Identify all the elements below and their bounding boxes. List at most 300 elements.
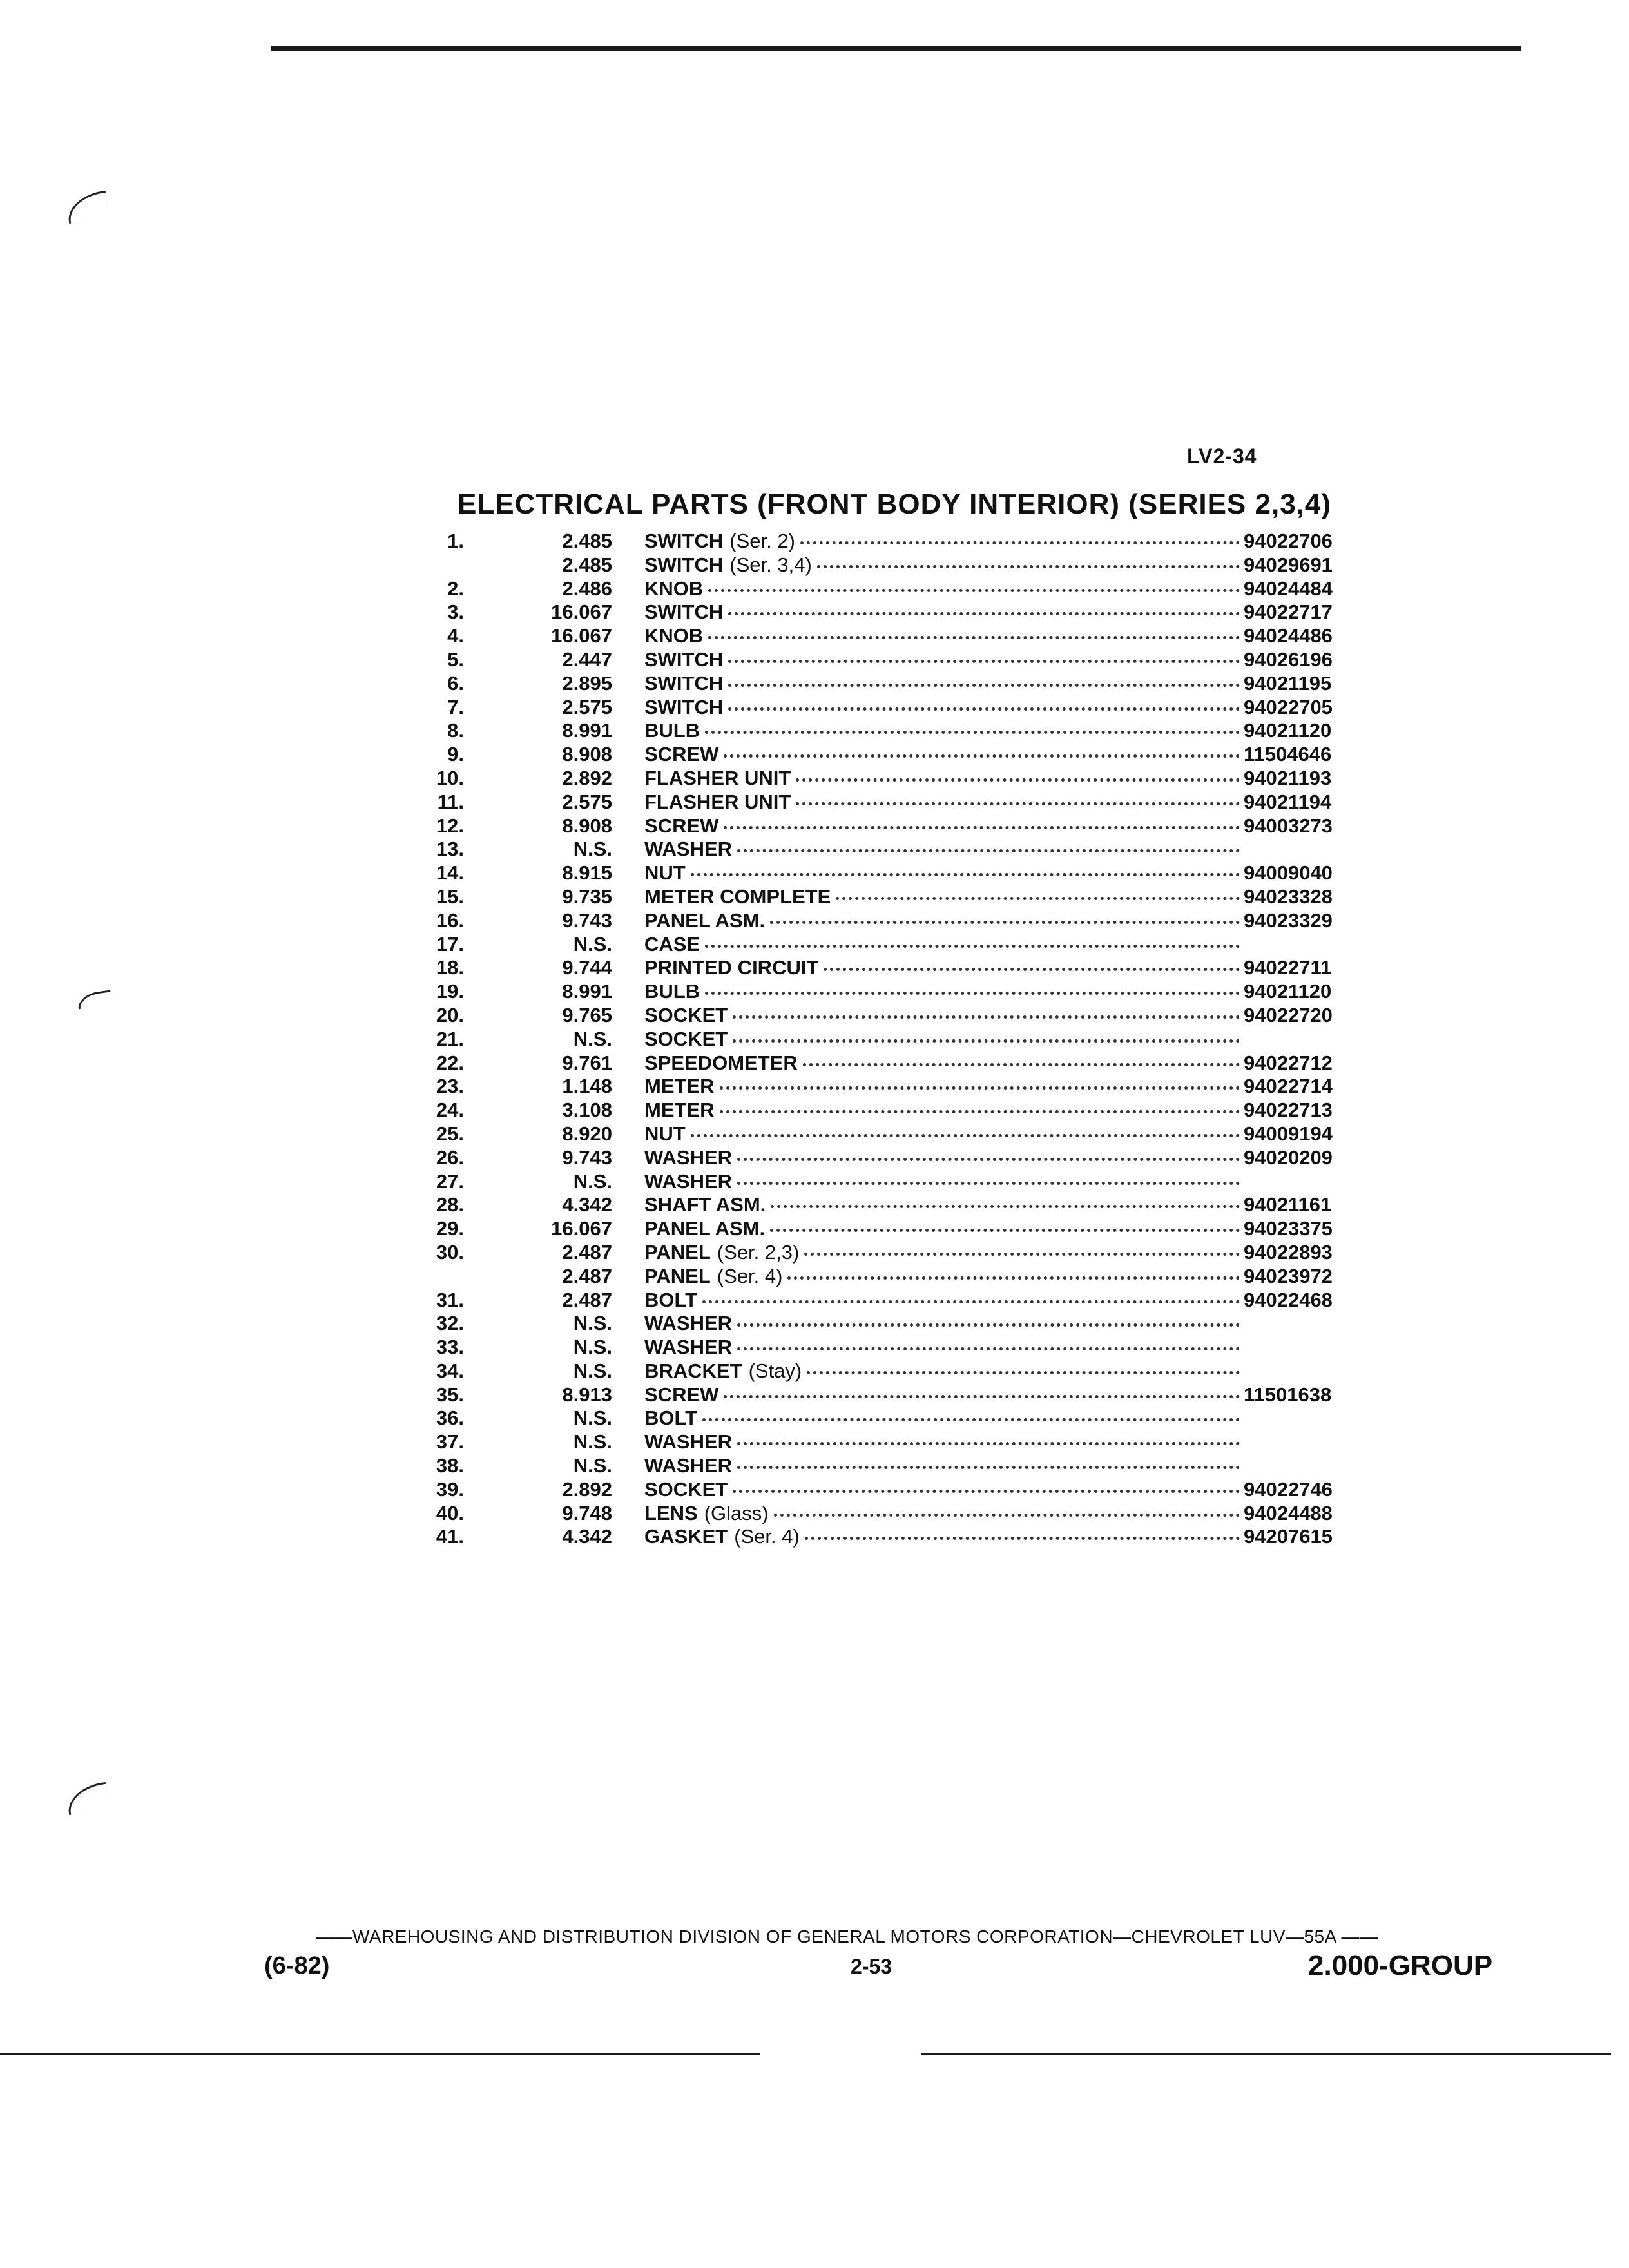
page-title: ELECTRICAL PARTS (FRONT BODY INTERIOR) (SERIES 2,3,4) <box>458 488 1332 520</box>
parts-row <box>412 743 1379 767</box>
group-number: 2.892 <box>562 766 612 789</box>
group-number: N.S. <box>573 838 612 861</box>
part-name: SOCKET <box>644 1027 728 1050</box>
description-cell <box>644 814 1244 838</box>
item-number: 3. <box>447 601 464 624</box>
item-number: 4. <box>447 624 464 648</box>
dot-leader <box>733 1015 1240 1019</box>
parts-row <box>412 1407 1379 1430</box>
description-cell <box>644 1383 1244 1407</box>
dot-leader <box>702 1418 1240 1421</box>
dot-leader <box>774 1514 1240 1517</box>
parts-row <box>412 767 1379 791</box>
description-cell <box>644 719 1244 742</box>
item-number: 24. <box>436 1099 464 1122</box>
parts-row <box>412 791 1379 814</box>
group-number: 2.487 <box>562 1264 612 1287</box>
item-number: 30. <box>436 1240 464 1264</box>
part-number: 94024484 <box>1244 577 1333 600</box>
dot-leader <box>733 1039 1240 1043</box>
parts-row <box>412 696 1379 720</box>
group-number: N.S. <box>573 1454 612 1477</box>
description-cell <box>644 980 1244 1003</box>
dot-leader <box>724 1395 1240 1398</box>
dot-leader <box>803 1063 1240 1066</box>
dot-leader <box>737 1466 1240 1469</box>
part-name: SPEEDOMETER <box>644 1051 798 1074</box>
part-name: WASHER <box>644 1336 733 1359</box>
description-cell <box>644 909 1244 932</box>
dot-leader <box>728 707 1240 711</box>
margin-mark <box>65 191 109 224</box>
description-cell <box>644 956 1244 979</box>
part-name: WASHER <box>644 1430 733 1454</box>
description-cell <box>644 1122 1244 1146</box>
part-name: SOCKET <box>644 1003 728 1026</box>
item-number: 1. <box>447 530 464 552</box>
item-number: 29. <box>436 1217 464 1240</box>
item-number: 5. <box>447 648 464 671</box>
part-number: 94022720 <box>1244 1003 1333 1026</box>
part-number: 94021120 <box>1244 719 1332 742</box>
item-number: 13. <box>436 838 464 861</box>
description-cell <box>644 1289 1244 1312</box>
parts-row <box>412 719 1379 743</box>
description-cell <box>644 885 1244 908</box>
part-number: 94022706 <box>1244 530 1333 552</box>
parts-row <box>412 1146 1379 1170</box>
part-name: SCREW <box>644 814 719 837</box>
item-number: 35. <box>436 1383 464 1406</box>
item-number: 9. <box>447 743 464 766</box>
item-number: 11. <box>437 790 464 813</box>
parts-row <box>412 1122 1379 1146</box>
description-cell <box>644 1478 1244 1501</box>
description-cell <box>644 1454 1244 1477</box>
description-cell <box>644 672 1244 695</box>
part-name: SWITCH <box>644 648 724 671</box>
part-number: 94022468 <box>1244 1288 1333 1311</box>
description-cell <box>644 577 1244 601</box>
part-name: KNOB <box>644 577 704 600</box>
part-name: NUT <box>644 1122 686 1145</box>
parts-row <box>412 980 1379 1004</box>
item-number: 37. <box>436 1430 464 1454</box>
dot-leader <box>724 754 1240 758</box>
description-cell <box>644 1241 1244 1264</box>
description-cell <box>644 1004 1244 1027</box>
dot-leader <box>705 992 1240 995</box>
item-number: 10. <box>436 766 464 789</box>
group-number: 9.761 <box>562 1051 612 1074</box>
group-number: 1.148 <box>562 1075 612 1098</box>
parts-row <box>412 861 1379 885</box>
part-qualifier: (Ser. 2) <box>729 530 795 552</box>
parts-list <box>412 530 1379 1549</box>
parts-row <box>412 577 1379 601</box>
item-number: 23. <box>436 1075 464 1098</box>
part-name: WASHER <box>644 1312 733 1335</box>
dot-leader <box>708 636 1240 639</box>
part-number: 94003273 <box>1244 814 1333 837</box>
group-number: 2.575 <box>562 790 612 813</box>
description-cell <box>644 696 1244 719</box>
description-cell <box>644 1407 1244 1430</box>
parts-row <box>412 1028 1379 1052</box>
dot-leader <box>737 1182 1240 1185</box>
part-name: SHAFT ASM. <box>644 1193 766 1216</box>
group-number: N.S. <box>573 1027 612 1050</box>
group-number: 2.447 <box>562 648 612 671</box>
parts-row <box>412 1336 1379 1360</box>
description-cell <box>644 1170 1244 1193</box>
part-name: FLASHER UNIT <box>644 790 791 813</box>
group-number: N.S. <box>573 1336 612 1359</box>
item-number: 18. <box>436 956 464 979</box>
dot-leader <box>728 612 1240 615</box>
part-name: SWITCH <box>644 553 724 576</box>
part-name: METER <box>644 1075 715 1098</box>
group-number: 16.067 <box>551 1217 612 1240</box>
parts-row <box>412 648 1379 672</box>
parts-row <box>412 1217 1379 1241</box>
group-number: 9.743 <box>562 1146 612 1169</box>
part-name: BOLT <box>644 1407 698 1430</box>
dot-leader <box>737 1158 1240 1161</box>
part-name: WASHER <box>644 838 733 861</box>
part-name: NUT <box>644 861 686 885</box>
dot-leader <box>824 968 1240 971</box>
dot-leader <box>720 1086 1240 1090</box>
footer-date: (6-82) <box>264 1952 330 1979</box>
group-number: 9.748 <box>562 1501 612 1524</box>
item-number: 14. <box>436 861 464 885</box>
part-number: 94023328 <box>1244 885 1333 908</box>
part-number: 94207615 <box>1244 1525 1333 1548</box>
part-number: 94022746 <box>1244 1477 1333 1501</box>
part-number: 94026196 <box>1244 648 1333 671</box>
item-number: 26. <box>436 1146 464 1169</box>
group-number: 8.908 <box>562 743 612 766</box>
part-name: WASHER <box>644 1169 733 1193</box>
part-name: SOCKET <box>644 1477 728 1501</box>
part-number: 94021195 <box>1244 671 1332 695</box>
part-qualifier: (Ser. 4) <box>734 1525 800 1548</box>
item-number: 6. <box>447 671 464 695</box>
description-cell <box>644 1146 1244 1169</box>
parts-row <box>412 530 1379 553</box>
parts-row <box>412 1170 1379 1194</box>
part-number: 94022717 <box>1244 601 1333 624</box>
dot-leader <box>691 1134 1240 1137</box>
description-cell <box>644 1430 1244 1454</box>
dot-leader <box>720 1110 1240 1113</box>
description-cell <box>644 1075 1244 1098</box>
footer-group: 2.000-GROUP <box>1308 1950 1493 1981</box>
part-name: PANEL ASM. <box>644 908 766 932</box>
dot-leader <box>807 1371 1240 1374</box>
dot-leader <box>771 1205 1240 1208</box>
part-number: 94022705 <box>1244 695 1333 718</box>
part-qualifier: (Ser. 3,4) <box>729 553 812 576</box>
description-cell <box>644 1099 1244 1122</box>
item-number: 33. <box>436 1336 464 1359</box>
item-number: 32. <box>436 1312 464 1335</box>
part-number: 94020209 <box>1244 1146 1333 1169</box>
part-name: SWITCH <box>644 695 724 718</box>
group-number: 8.991 <box>562 980 612 1003</box>
part-number: 94021194 <box>1244 790 1332 813</box>
part-qualifier: (Stay) <box>748 1359 802 1382</box>
part-name: CASE <box>644 932 700 956</box>
parts-row <box>412 1454 1379 1478</box>
part-name: LENS <box>644 1501 698 1524</box>
item-number: 34. <box>436 1359 464 1382</box>
part-name: PANEL ASM. <box>644 1217 766 1240</box>
part-number: 94023329 <box>1244 908 1333 932</box>
description-cell <box>644 624 1244 648</box>
dot-leader <box>737 1442 1240 1445</box>
parts-row <box>412 1193 1379 1217</box>
item-number: 27. <box>436 1169 464 1193</box>
part-name: KNOB <box>644 624 704 648</box>
dot-leader <box>708 589 1240 592</box>
part-name: SWITCH <box>644 601 724 624</box>
dot-leader <box>796 802 1240 805</box>
description-cell <box>644 1525 1244 1548</box>
part-number: 94009194 <box>1244 1122 1333 1145</box>
part-name: BULB <box>644 980 700 1003</box>
parts-row <box>412 553 1379 577</box>
description-cell <box>644 648 1244 671</box>
group-number: 2.485 <box>562 530 612 552</box>
group-number: N.S. <box>573 1312 612 1335</box>
margin-mark <box>65 1782 109 1815</box>
group-number: 8.991 <box>562 719 612 742</box>
parts-row <box>412 1383 1379 1407</box>
part-number: 94023972 <box>1244 1264 1333 1287</box>
parts-row <box>412 672 1379 696</box>
top-rule <box>271 46 1521 51</box>
group-number: 9.743 <box>562 908 612 932</box>
description-cell <box>644 601 1244 624</box>
part-name: PRINTED CIRCUIT <box>644 956 819 979</box>
part-number: 94021193 <box>1244 766 1332 789</box>
description-cell <box>644 791 1244 814</box>
description-cell <box>644 861 1244 885</box>
dot-leader <box>705 731 1240 734</box>
parts-row <box>412 601 1379 624</box>
part-qualifier: (Ser. 2,3) <box>717 1240 800 1264</box>
bottom-rule-gap <box>760 2052 921 2057</box>
dot-leader <box>796 778 1240 782</box>
parts-row <box>412 1312 1379 1336</box>
group-number: 8.913 <box>562 1383 612 1406</box>
margin-mark <box>77 990 113 1009</box>
group-number: N.S. <box>573 932 612 956</box>
item-number: 40. <box>436 1501 464 1524</box>
dot-leader <box>728 660 1240 663</box>
parts-row <box>412 1430 1379 1454</box>
description-cell <box>644 1217 1244 1240</box>
parts-row <box>412 1502 1379 1526</box>
group-number: N.S. <box>573 1359 612 1382</box>
part-number: 11504646 <box>1244 743 1332 766</box>
dot-leader <box>728 684 1240 687</box>
parts-row <box>412 1478 1379 1502</box>
item-number: 19. <box>436 980 464 1003</box>
footer-publisher-line: ——WAREHOUSING AND DISTRIBUTION DIVISION OF GENERAL MOTORS CORPORATION—CHEVROLET LUV—55A —— <box>316 1927 1378 1946</box>
group-number: 4.342 <box>562 1193 612 1216</box>
item-number: 20. <box>436 1003 464 1026</box>
parts-row <box>412 1052 1379 1075</box>
item-number: 25. <box>436 1122 464 1145</box>
part-number: 94029691 <box>1244 553 1333 576</box>
dot-leader <box>702 1300 1240 1303</box>
parts-row <box>412 933 1379 957</box>
item-number: 31. <box>436 1288 464 1311</box>
description-cell <box>644 1360 1244 1383</box>
dot-leader <box>770 921 1240 924</box>
part-number: 94009040 <box>1244 861 1333 885</box>
dot-leader <box>733 1490 1240 1493</box>
group-number: 9.744 <box>562 956 612 979</box>
item-number: 7. <box>447 695 464 718</box>
dot-leader <box>691 873 1240 876</box>
group-number: 2.892 <box>562 1477 612 1501</box>
part-name: FLASHER UNIT <box>644 766 791 789</box>
dot-leader <box>737 1347 1240 1350</box>
description-cell <box>644 1265 1244 1288</box>
part-number: 94022713 <box>1244 1099 1333 1122</box>
part-name: SCREW <box>644 743 719 766</box>
item-number: 21. <box>436 1027 464 1050</box>
parts-row <box>412 885 1379 909</box>
part-name: WASHER <box>644 1146 733 1169</box>
group-number: 4.342 <box>562 1525 612 1548</box>
item-number: 16. <box>436 908 464 932</box>
item-number: 15. <box>436 885 464 908</box>
part-name: BULB <box>644 719 700 742</box>
group-number: 2.575 <box>562 695 612 718</box>
description-cell <box>644 767 1244 790</box>
dot-leader <box>800 541 1240 544</box>
description-cell <box>644 933 1244 956</box>
item-number: 12. <box>436 814 464 837</box>
group-number: 16.067 <box>551 624 612 648</box>
group-number: 8.915 <box>562 861 612 885</box>
dot-leader <box>705 945 1240 948</box>
parts-row <box>412 1265 1379 1289</box>
item-number: 17. <box>436 932 464 956</box>
part-number: 94024486 <box>1244 624 1333 648</box>
part-name: SCREW <box>644 1383 719 1406</box>
description-cell <box>644 838 1244 861</box>
parts-row <box>412 1525 1379 1549</box>
page-reference: LV2-34 <box>1187 445 1257 468</box>
part-number: 94022712 <box>1244 1051 1333 1074</box>
group-number: 3.108 <box>562 1099 612 1122</box>
dot-leader <box>805 1537 1240 1540</box>
parts-row <box>412 1075 1379 1099</box>
footer-page-number: 2-53 <box>851 1955 892 1978</box>
item-number: 41. <box>436 1525 464 1548</box>
parts-row <box>412 1004 1379 1028</box>
group-number: 2.487 <box>562 1288 612 1311</box>
group-number: 8.908 <box>562 814 612 837</box>
dot-leader <box>737 849 1240 852</box>
parts-row <box>412 838 1379 861</box>
item-number: 39. <box>436 1477 464 1501</box>
part-name: WASHER <box>644 1454 733 1477</box>
dot-leader <box>804 1253 1240 1256</box>
group-number: N.S. <box>573 1407 612 1430</box>
part-name: METER COMPLETE <box>644 885 831 908</box>
part-name: SWITCH <box>644 530 724 552</box>
item-number: 22. <box>436 1051 464 1074</box>
description-cell <box>644 1028 1244 1051</box>
group-number: 2.895 <box>562 671 612 695</box>
parts-row <box>412 956 1379 980</box>
part-number: 94021161 <box>1244 1193 1332 1216</box>
part-number: 94023375 <box>1244 1217 1333 1240</box>
part-name: METER <box>644 1099 715 1122</box>
group-number: 9.735 <box>562 885 612 908</box>
part-name: GASKET <box>644 1525 728 1548</box>
part-name: PANEL <box>644 1240 711 1264</box>
dot-leader <box>836 897 1240 900</box>
description-cell <box>644 1502 1244 1525</box>
dot-leader <box>737 1323 1240 1327</box>
description-cell <box>644 553 1244 577</box>
part-name: PANEL <box>644 1264 711 1287</box>
item-number: 2. <box>447 577 464 600</box>
group-number: 8.920 <box>562 1122 612 1145</box>
group-number: N.S. <box>573 1430 612 1454</box>
dot-leader <box>787 1276 1240 1280</box>
group-number: 2.487 <box>562 1240 612 1264</box>
part-name: BRACKET <box>644 1359 742 1382</box>
part-qualifier: (Ser. 4) <box>717 1264 783 1287</box>
part-name: SWITCH <box>644 671 724 695</box>
part-number: 94022714 <box>1244 1075 1333 1098</box>
part-number: 94021120 <box>1244 980 1332 1003</box>
parts-row <box>412 624 1379 648</box>
description-cell <box>644 1312 1244 1335</box>
description-cell <box>644 1336 1244 1359</box>
dot-leader <box>770 1229 1240 1232</box>
item-number: 38. <box>436 1454 464 1477</box>
part-number: 94022893 <box>1244 1240 1333 1264</box>
item-number: 8. <box>447 719 464 742</box>
item-number: 36. <box>436 1407 464 1430</box>
part-number: 11501638 <box>1244 1383 1332 1406</box>
group-number: N.S. <box>573 1169 612 1193</box>
part-qualifier: (Glass) <box>704 1501 769 1524</box>
group-number: 2.485 <box>562 553 612 576</box>
parts-row <box>412 1241 1379 1265</box>
dot-leader <box>817 565 1240 568</box>
description-cell <box>644 743 1244 766</box>
item-number: 28. <box>436 1193 464 1216</box>
description-cell <box>644 530 1244 553</box>
group-number: 9.765 <box>562 1003 612 1026</box>
parts-row <box>412 814 1379 838</box>
group-number: 16.067 <box>551 601 612 624</box>
parts-row <box>412 909 1379 933</box>
part-name: BOLT <box>644 1288 698 1311</box>
group-number: 2.486 <box>562 577 612 600</box>
